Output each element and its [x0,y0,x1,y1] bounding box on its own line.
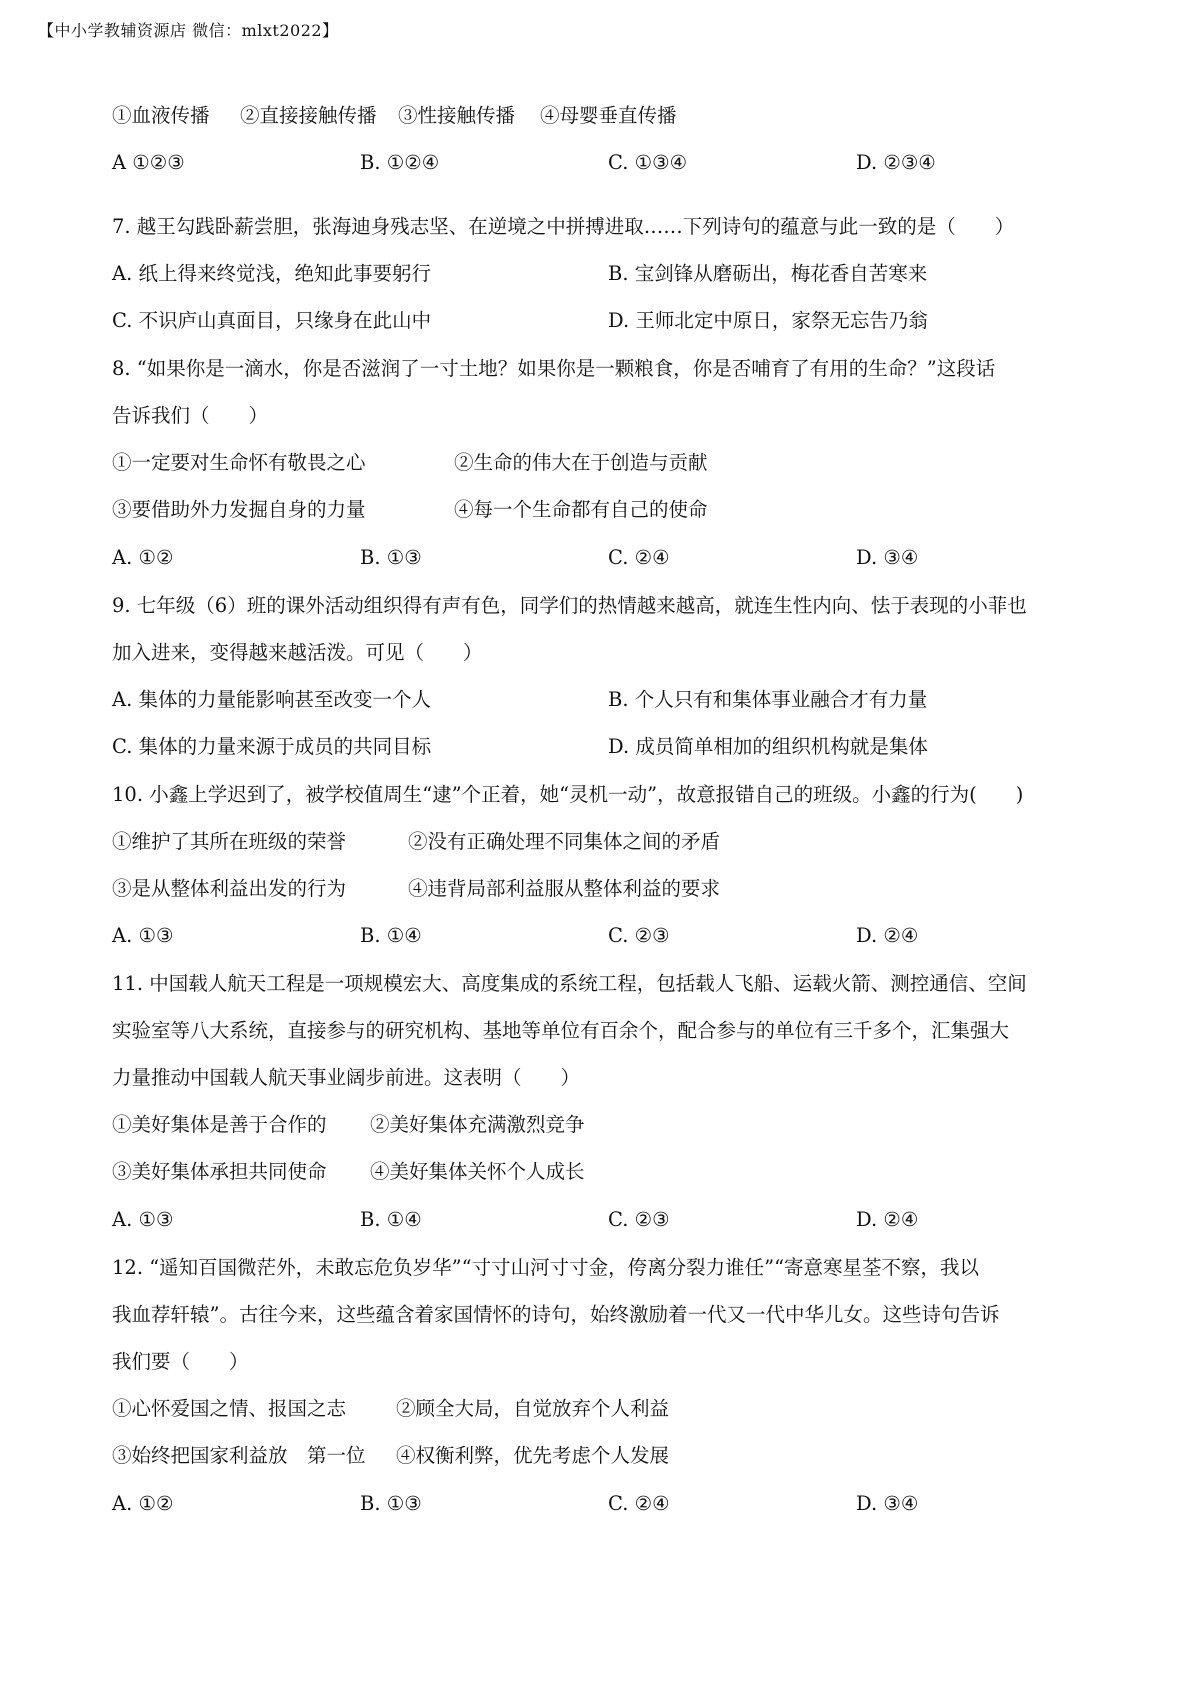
q10-option-a: A. ①③ [112,924,174,947]
q8-option-c: C. ②④ [608,546,670,569]
q12-item-2: ②顾全大局，自觉放弃个人利益 [396,1397,670,1420]
q6-option-c: C. ①③④ [608,151,688,174]
q10-item-1: ①维护了其所在班级的荣誉 [112,830,347,853]
q11-option-d: D. ②④ [856,1208,919,1231]
q6-item-2: ②直接接触传播 [240,104,377,127]
q10-option-d: D. ②④ [856,924,919,947]
q10-option-c: C. ②③ [608,924,670,947]
q11-item-4: ④美好集体关怀个人成长 [370,1160,585,1183]
q11-stem-line1: 11. 中国载人航天工程是一项规模宏大、高度集成的系统工程，包括载人飞船、运载火箭、测控通信、空间 [112,972,1027,995]
q11-item-3: ③美好集体承担共同使命 [112,1160,327,1183]
q12-option-c: C. ②④ [608,1492,670,1515]
q6-item-4: ④母婴垂直传播 [540,104,677,127]
q9-option-a: A. 集体的力量能影响甚至改变一个人 [112,688,431,711]
source-header: 【中小学教辅资源店 微信：mlxt2022】 [38,21,339,40]
q7-option-c: C. 不识庐山真面目，只缘身在此山中 [112,309,432,332]
q12-item-4: ④权衡利弊，优先考虑个人发展 [396,1444,670,1467]
q12-stem-line1: 12. “遥知百国微茫外，未敢忘危负岁华”“寸寸山河寸寸金，侉离分裂力谁任”“寄意寒星荃不察，我以 [112,1256,980,1279]
q12-item-3: ③始终把国家利益放 第一位 [112,1444,366,1467]
q8-option-a: A. ①② [112,546,174,569]
q12-stem-line3: 我们要（ ） [112,1350,249,1373]
q7-option-a: A. 纸上得来终觉浅，绝知此事要躬行 [112,262,431,285]
q8-item-2: ②生命的伟大在于创造与贡献 [454,451,708,474]
q9-option-c: C. 集体的力量来源于成员的共同目标 [112,735,432,758]
q6-item-3: ③性接触传播 [398,104,516,127]
q9-stem-line1: 9. 七年级（6）班的课外活动组织得有声有色，同学们的热情越来越高，就连生性内向、怯于表现的小菲也 [112,594,1027,617]
q11-item-2: ②美好集体充满激烈竞争 [370,1113,585,1136]
q10-option-b: B. ①④ [360,924,422,947]
q7-option-b: B. 宝剑锋从磨砺出，梅花香自苦寒来 [608,262,928,285]
q11-option-b: B. ①④ [360,1208,422,1231]
q9-stem-line2: 加入进来，变得越来越活泼。可见（ ） [112,641,483,664]
q8-stem-line2: 告诉我们（ ） [112,404,269,427]
q12-stem-line2: 我血荐轩辕”。古往今来，这些蕴含着家国情怀的诗句，始终激励着一代又一代中华儿女。这些诗句告诉 [112,1303,1000,1326]
q8-stem-line1: 8. “如果你是一滴水，你是否滋润了一寸土地？如果你是一颗粮食，你是否哺育了有用的生命？”这段话 [112,357,996,380]
q7-option-d: D. 王师北定中原日，家祭无忘告乃翁 [608,309,928,332]
q7-stem: 7. 越王勾践卧薪尝胆，张海迪身残志坚、在逆境之中拼搏进取……下列诗句的蕴意与此一致的是（ ） [112,215,1015,238]
q11-stem-line2: 实验室等八大系统，直接参与的研究机构、基地等单位有百余个，配合参与的单位有三千多个，汇集强大 [112,1019,1010,1042]
q11-option-a: A. ①③ [112,1208,174,1231]
q12-option-b: B. ①③ [360,1492,422,1515]
q11-stem-line3: 力量推动中国载人航天事业阔步前进。这表明（ ） [112,1066,581,1089]
q10-item-3: ③是从整体利益出发的行为 [112,877,347,900]
q8-option-b: B. ①③ [360,546,422,569]
q10-item-4: ④违背局部利益服从整体利益的要求 [408,877,721,900]
q12-item-1: ①心怀爱国之情、报国之志 [112,1397,347,1420]
q11-option-c: C. ②③ [608,1208,670,1231]
q8-option-d: D. ③④ [856,546,919,569]
q10-stem: 10. 小鑫上学迟到了，被学校值周生“逮”个正着，她“灵机一动”，故意报错自己的班级。小鑫的行为( ) [112,783,1024,806]
q8-item-3: ③要借助外力发掘自身的力量 [112,498,366,521]
q6-option-a: A ①②③ [112,151,185,174]
q12-option-a: A. ①② [112,1492,174,1515]
q6-item-1: ①血液传播 [112,104,210,127]
q8-item-1: ①一定要对生命怀有敬畏之心 [112,451,366,474]
q6-option-d: D. ②③④ [856,151,936,174]
q12-option-d: D. ③④ [856,1492,919,1515]
q8-item-4: ④每一个生命都有自己的使命 [454,498,708,521]
q6-option-b: B. ①②④ [360,151,440,174]
q10-item-2: ②没有正确处理不同集体之间的矛盾 [408,830,721,853]
q9-option-b: B. 个人只有和集体事业融合才有力量 [608,688,928,711]
q9-option-d: D. 成员简单相加的组织机构就是集体 [608,735,928,758]
q11-item-1: ①美好集体是善于合作的 [112,1113,327,1136]
